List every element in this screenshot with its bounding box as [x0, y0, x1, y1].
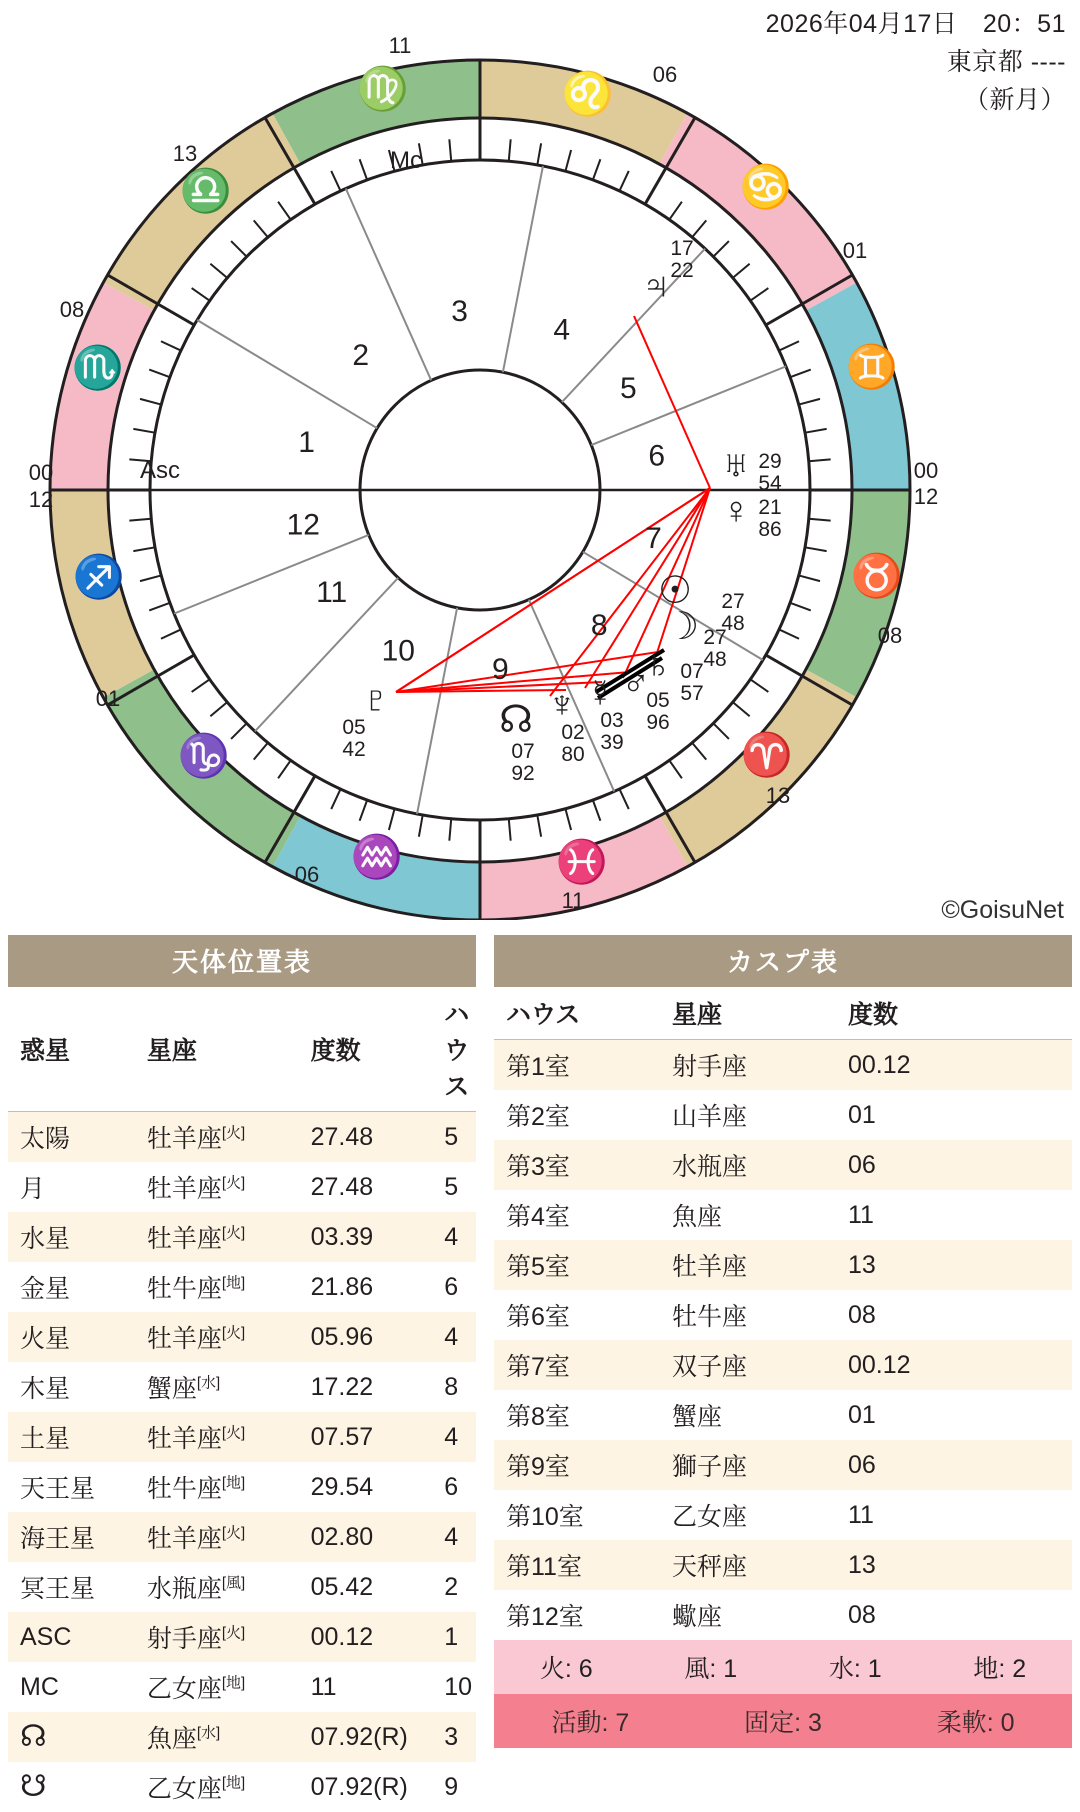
table-row — [494, 1190, 1072, 1240]
cell-sign: 乙女座[地] — [146, 1674, 246, 1703]
table-row — [8, 1512, 476, 1562]
cusp-degree-label: 01 — [95, 686, 121, 711]
table-row — [494, 1140, 1072, 1190]
cell-house: 6 — [444, 1272, 459, 1301]
cusp-degree-label: 00 — [28, 460, 54, 485]
col-house: ハウス — [432, 987, 476, 1112]
cell-house: 4 — [444, 1522, 459, 1551]
sign-glyph: ♑ — [177, 732, 231, 779]
planet-degree: 21 — [758, 496, 782, 519]
cell-degree: 01 — [848, 1100, 876, 1129]
cell-degree: 00.12 — [848, 1350, 911, 1379]
cell-sign: 魚座[水] — [146, 1724, 221, 1753]
cell-degree: 29.54 — [310, 1472, 374, 1501]
cell-sign: 天秤座 — [672, 1553, 748, 1581]
cusp-degree-label: 06 — [652, 62, 678, 87]
quality-count: 活動: 7 — [551, 1709, 630, 1737]
cusp-degree-label: 13 — [765, 783, 791, 808]
chart-location: 東京都 ---- — [946, 48, 1066, 76]
planet-minute: 39 — [600, 731, 624, 754]
table-row — [8, 1562, 476, 1612]
copyright: ©GoisuNet — [941, 896, 1064, 924]
cusp-table — [494, 935, 1072, 1812]
sign-glyph: ♓ — [555, 838, 609, 885]
cell-sign: 牡牛座[地] — [146, 1274, 246, 1303]
cusp-degree-label: 08 — [877, 623, 903, 648]
cell-house: 4 — [444, 1322, 459, 1351]
table-row — [8, 1462, 476, 1512]
house-number-10: 10 — [381, 634, 415, 668]
quality-summary — [494, 1694, 1072, 1748]
cell-planet: 木星 — [20, 1375, 71, 1403]
planet-glyph: ☿ — [585, 673, 615, 715]
planet-minute: 57 — [680, 682, 704, 705]
cell-degree: 11 — [848, 1500, 874, 1529]
cell-planet: 火星 — [20, 1325, 71, 1353]
sign-glyph: ♈ — [740, 731, 794, 778]
sign-glyph: ♏ — [71, 344, 125, 391]
cell-sign: 獅子座 — [672, 1453, 748, 1481]
cell-sign: 牡牛座[地] — [146, 1474, 246, 1503]
cell-house: 第10室 — [506, 1503, 584, 1531]
moon-phase: （新月） — [963, 86, 1066, 114]
cell-sign: 蠍座 — [672, 1603, 723, 1631]
table-row — [494, 1390, 1072, 1440]
cell-sign: 双子座 — [672, 1353, 748, 1381]
cell-house: 第5室 — [506, 1253, 570, 1281]
house-number-11: 11 — [316, 575, 348, 609]
table-row — [494, 1290, 1072, 1340]
cell-sign: 蟹座 — [672, 1403, 723, 1431]
cell-sign: 射手座 — [672, 1053, 748, 1081]
element-count: 火: 6 — [539, 1655, 593, 1683]
cusp-degree-label: 12 — [913, 484, 939, 509]
cell-sign: 牡羊座[火] — [146, 1224, 246, 1253]
cusp-table-title: カスプ表 — [494, 935, 1072, 987]
table-row — [8, 1412, 476, 1462]
cell-degree: 01 — [848, 1400, 876, 1429]
cell-degree: 00.12 — [310, 1622, 374, 1651]
mc-label: Mc — [390, 147, 422, 174]
cell-house: 第7室 — [506, 1353, 570, 1381]
table-row — [494, 1590, 1072, 1640]
cell-sign: 牡羊座[火] — [146, 1324, 246, 1353]
cell-house: 1 — [444, 1622, 459, 1651]
cell-sign: 乙女座 — [672, 1503, 748, 1531]
element-count: 風: 1 — [684, 1655, 738, 1683]
planet-degree: 27 — [703, 626, 727, 649]
cell-degree: 08 — [848, 1600, 876, 1629]
table-row — [494, 1240, 1072, 1290]
cell-planet: ☋ — [20, 1770, 47, 1803]
cell-house: 5 — [444, 1172, 459, 1201]
cell-house: 3 — [444, 1722, 459, 1751]
house-number-1: 1 — [298, 425, 315, 459]
sign-glyph: ♋ — [739, 163, 793, 210]
cell-degree: 05.96 — [310, 1322, 374, 1351]
planet-minute: 22 — [670, 259, 694, 282]
planet-degree: 05 — [646, 689, 670, 712]
cell-degree: 08 — [848, 1300, 876, 1329]
col-degree: 度数 — [836, 987, 1072, 1040]
table-row — [494, 1040, 1072, 1091]
cell-house: 第2室 — [506, 1103, 570, 1131]
col-sign: 星座 — [660, 987, 836, 1040]
table-row — [494, 1490, 1072, 1540]
table-row — [8, 1362, 476, 1412]
cell-house: 5 — [444, 1122, 459, 1151]
cell-sign: 牡羊座[火] — [146, 1424, 246, 1453]
cell-planet: 金星 — [20, 1275, 71, 1303]
planet-degree: 17 — [670, 237, 694, 260]
house-number-6: 6 — [648, 439, 666, 473]
col-sign: 星座 — [135, 987, 299, 1112]
planet-glyph: ♃ — [641, 265, 671, 307]
table-row — [8, 1262, 476, 1312]
table-row — [8, 1212, 476, 1262]
house-number-4: 4 — [553, 313, 571, 347]
cell-sign: 山羊座 — [672, 1103, 748, 1131]
cell-house: 第6室 — [506, 1303, 570, 1331]
cusp-table-header — [494, 987, 1072, 1040]
cell-degree: 13 — [848, 1250, 876, 1279]
sign-glyph: ♊ — [845, 343, 899, 390]
cell-degree: 06 — [848, 1150, 876, 1179]
planet-glyph: ♅ — [721, 444, 751, 486]
cell-sign: 牡羊座[火] — [146, 1124, 246, 1153]
house-number-2: 2 — [352, 339, 370, 373]
cell-planet: 海王星 — [20, 1525, 96, 1553]
element-count: 地: 2 — [973, 1655, 1027, 1683]
cell-degree: 07.92(R) — [310, 1722, 408, 1751]
cell-degree: 21.86 — [310, 1272, 374, 1301]
planet-minute: 54 — [758, 472, 782, 495]
table-row — [8, 1112, 476, 1163]
cell-house: 第9室 — [506, 1453, 570, 1481]
cell-planet: 月 — [20, 1175, 46, 1203]
quality-count: 固定: 3 — [744, 1709, 822, 1737]
cell-sign: 乙女座[地] — [146, 1774, 246, 1803]
asc-label: Asc — [139, 457, 181, 484]
planet-minute: 96 — [646, 711, 670, 734]
cell-planet: ASC — [20, 1622, 72, 1651]
planet-degree: 29 — [758, 450, 782, 473]
cusp-degree-label: 01 — [842, 238, 868, 263]
cell-degree: 00.12 — [848, 1050, 911, 1079]
table-row — [8, 1662, 476, 1712]
cell-house: 第3室 — [506, 1153, 570, 1181]
cell-degree: 17.22 — [310, 1372, 374, 1401]
house-number-12: 12 — [286, 508, 320, 542]
planet-minute: 48 — [721, 612, 745, 635]
table-row — [494, 1440, 1072, 1490]
astrology-wheel — [10, 20, 939, 913]
col-degree: 度数 — [299, 987, 433, 1112]
house-number-7: 7 — [645, 522, 662, 556]
planet-degree: 02 — [561, 721, 585, 744]
quality-count: 柔軟: 0 — [936, 1709, 1015, 1737]
planet-degree: 07 — [680, 660, 704, 683]
cell-house: 9 — [444, 1772, 459, 1801]
cell-degree: 07.92(R) — [310, 1772, 408, 1801]
cell-sign: 水瓶座 — [672, 1153, 748, 1181]
cell-degree: 06 — [848, 1450, 876, 1479]
cell-house: 2 — [444, 1572, 459, 1601]
sign-glyph: ♌ — [561, 70, 615, 117]
table-row — [8, 1162, 476, 1212]
sign-glyph: ♍ — [356, 65, 410, 112]
cell-sign: 牡羊座[火] — [146, 1174, 246, 1203]
cell-sign: 魚座 — [672, 1203, 723, 1231]
col-planet: 惑星 — [8, 987, 135, 1112]
element-count: 水: 1 — [828, 1655, 882, 1683]
cusp-degree-label: 06 — [294, 862, 320, 887]
planet-degree: 05 — [342, 716, 366, 739]
cusp-degree-label: 08 — [59, 297, 85, 322]
element-summary — [494, 1640, 1072, 1694]
table-row — [494, 1090, 1072, 1140]
cell-degree: 07.57 — [310, 1422, 374, 1451]
planet-glyph: ☉ — [657, 570, 693, 612]
cell-planet: MC — [20, 1672, 59, 1701]
table-row — [494, 1540, 1072, 1590]
cell-house: 4 — [444, 1222, 459, 1251]
cell-sign: 牡羊座 — [672, 1253, 748, 1281]
cusp-degree-label: 13 — [172, 141, 198, 166]
house-number-3: 3 — [451, 295, 468, 329]
cell-planet: 水星 — [20, 1225, 71, 1253]
planet-glyph: ♇ — [361, 679, 391, 721]
cell-degree: 02.80 — [310, 1522, 374, 1551]
cell-sign: 牡牛座 — [672, 1303, 748, 1331]
planet-minute: 86 — [758, 518, 782, 541]
table-row — [8, 1612, 476, 1662]
cell-house: 8 — [444, 1372, 459, 1401]
cell-degree: 03.39 — [310, 1222, 374, 1251]
cell-planet: 天王星 — [20, 1475, 96, 1503]
cusp-degree-label: 11 — [388, 33, 412, 58]
cell-house: 第4室 — [506, 1203, 570, 1231]
chart-datetime: 2026年04月17日 20：51 — [765, 10, 1066, 38]
planet-glyph: ♀ — [721, 490, 751, 532]
cell-degree: 11 — [310, 1672, 337, 1701]
house-number-8: 8 — [590, 608, 608, 642]
planet-position-table — [8, 935, 476, 1812]
sign-glyph: ♉ — [850, 552, 904, 599]
cell-sign: 射手座[火] — [146, 1624, 246, 1653]
planet-table-title: 天体位置表 — [8, 935, 476, 987]
cusp-degree-label: 11 — [561, 888, 585, 913]
cell-house: 第11室 — [506, 1553, 582, 1581]
planet-minute: 92 — [511, 762, 535, 785]
cell-sign: 水瓶座[風] — [146, 1574, 246, 1603]
cell-sign: 牡羊座[火] — [146, 1524, 246, 1553]
table-row — [494, 1340, 1072, 1390]
cell-degree: 11 — [848, 1200, 874, 1229]
cell-sign: 蟹座[水] — [146, 1374, 221, 1403]
cell-planet: 太陽 — [20, 1125, 71, 1153]
house-number-9: 9 — [492, 652, 509, 686]
cell-degree: 05.42 — [310, 1572, 374, 1601]
cell-house: 6 — [444, 1472, 459, 1501]
cell-degree: 27.48 — [310, 1172, 374, 1201]
data-tables — [8, 935, 1072, 1812]
planet-degree: 07 — [511, 740, 535, 763]
cell-house: 第12室 — [506, 1603, 584, 1631]
planet-minute: 80 — [561, 743, 585, 766]
cell-degree: 27.48 — [310, 1122, 374, 1151]
cell-house: 4 — [444, 1422, 459, 1451]
cell-degree: 13 — [848, 1550, 876, 1579]
planet-minute: 42 — [342, 738, 366, 761]
cell-house: 第8室 — [506, 1403, 570, 1431]
table-row — [8, 1312, 476, 1362]
table-row — [8, 1762, 476, 1812]
cell-house: 第1室 — [506, 1053, 570, 1081]
house-number-5: 5 — [619, 372, 637, 406]
sign-glyph: ♐ — [72, 553, 126, 600]
cell-planet: 冥王星 — [20, 1575, 96, 1603]
cusp-degree-label: 12 — [28, 487, 54, 512]
cell-house: 10 — [444, 1672, 472, 1701]
cusp-degree-label: 00 — [913, 458, 939, 483]
planet-glyph: ♄ — [643, 644, 673, 686]
planet-degree: 03 — [600, 709, 624, 732]
planet-glyph: ♂ — [621, 663, 651, 705]
cell-planet: ☊ — [20, 1720, 47, 1753]
planet-glyph: ♆ — [547, 684, 577, 726]
table-row — [8, 1712, 476, 1762]
sign-glyph: ♒ — [350, 833, 404, 880]
planet-minute: 48 — [703, 648, 727, 671]
col-house: ハウス — [494, 987, 660, 1040]
planet-glyph: ☊ — [499, 699, 533, 741]
sign-glyph: ♎ — [179, 167, 233, 214]
planet-glyph: ☽ — [664, 606, 700, 648]
planet-degree: 27 — [721, 590, 745, 613]
cell-planet: 土星 — [20, 1425, 71, 1453]
planet-table-header — [8, 987, 476, 1112]
